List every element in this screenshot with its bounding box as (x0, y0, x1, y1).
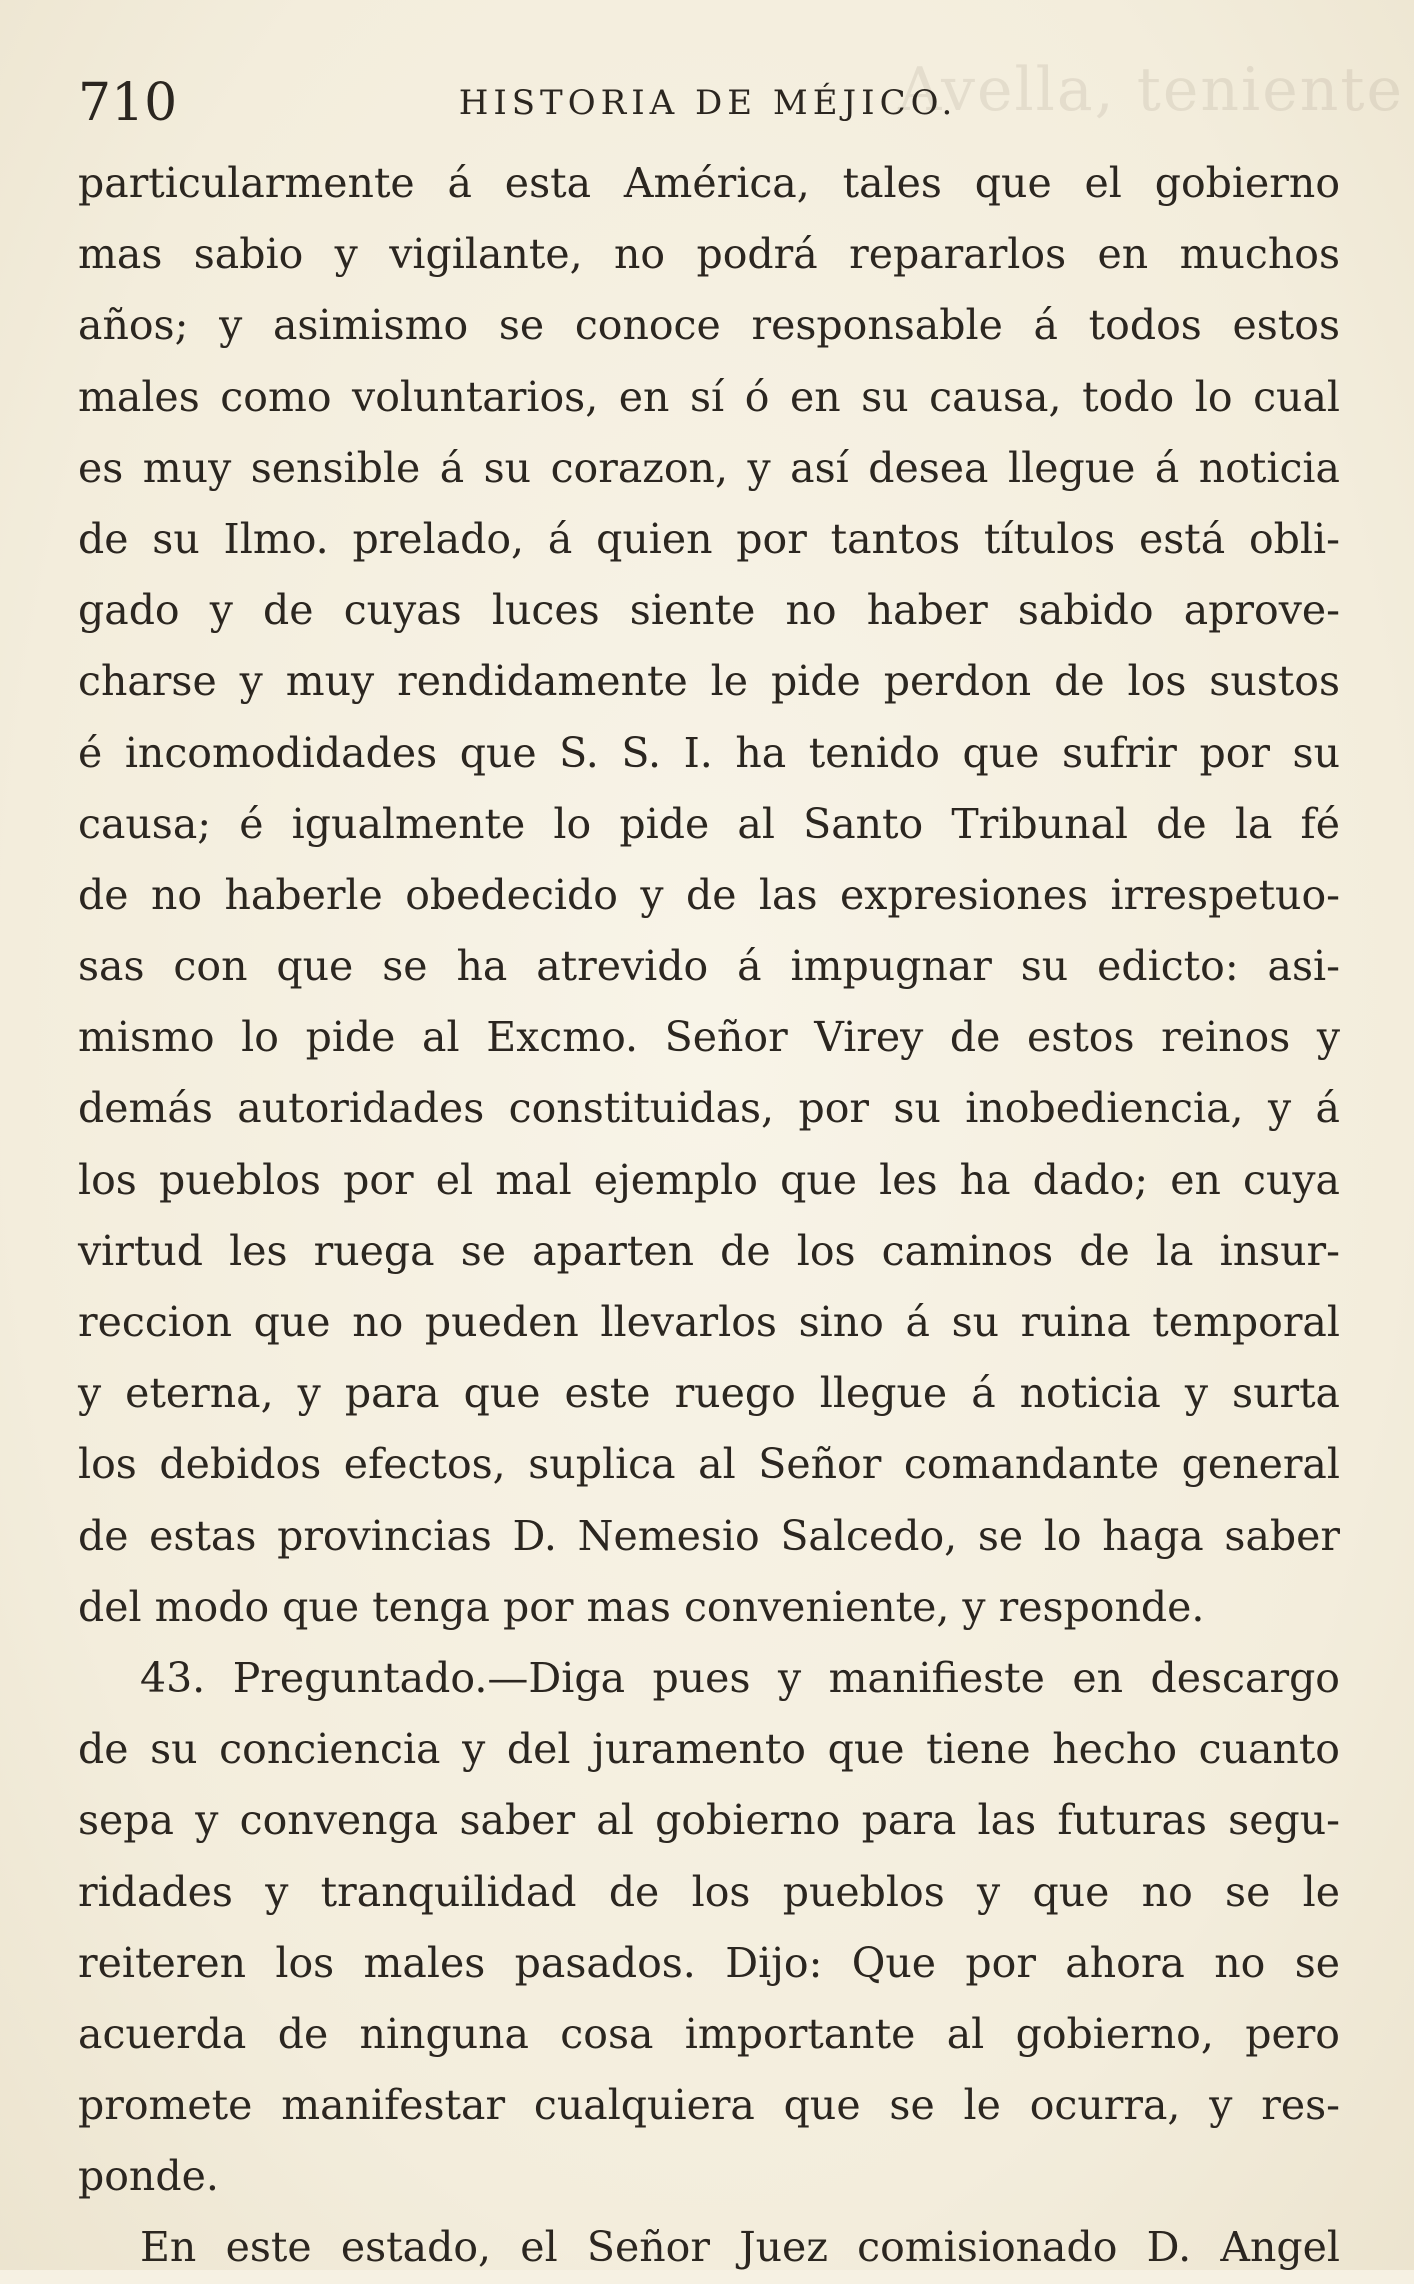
text-line: ponde. (78, 2152, 219, 2201)
page-header (78, 68, 1338, 138)
text-line: ridades y tranquilidad de los pueblos y que no se le (78, 1867, 1340, 1916)
text-line: gado y de cuyas luces siente no haber sabido aprove- (78, 586, 1340, 635)
text-line: los pueblos por el mal ejemplo que les ha dado; en cuya (78, 1155, 1340, 1204)
bleed-through-text: Avella, teniente (898, 55, 1404, 125)
text-line: demás autoridades constituidas, por su inobediencia, y á (78, 1084, 1340, 1133)
text-line: charse y muy rendidamente le pide perdon de los sustos (78, 657, 1340, 706)
text-line: causa; é igualmente lo pide al Santo Tribunal de la fé (78, 799, 1340, 848)
text-line: años; y asimismo se conoce responsable á todos estos (78, 301, 1340, 350)
text-line: del modo que tenga por mas conveniente, y responde. (78, 1582, 1205, 1631)
text-line: particularmente á esta América, tales que el gobierno (78, 159, 1340, 207)
text-line: reccion que no pueden llevarlos sino á su ruina temporal (78, 1298, 1340, 1346)
text-line: promete manifestar cualquiera que se le ocurra, y res- (78, 2081, 1340, 2130)
text-line: sepa y convenga saber al gobierno para las futuras segu- (78, 1796, 1340, 1845)
text-line: é incomodidades que S. S. I. ha tenido que sufrir por su (78, 728, 1340, 777)
text-line: de no haberle obedecido y de las expresiones irrespetuo- (78, 870, 1340, 919)
text-line: reiteren los males pasados. Dijo: Que por ahora no se (78, 1938, 1340, 1987)
text-line: y eterna, y para que este ruego llegue á noticia y surta (78, 1369, 1340, 1418)
text-line: virtud les ruega se aparten de los caminos de la insur- (78, 1226, 1340, 1275)
text-line: de su Ilmo. prelado, á quien por tantos títulos está obli- (78, 514, 1340, 563)
page-number: 710 (78, 73, 178, 133)
text-line: sas con que se ha atrevido á impugnar su edicto: asi- (78, 942, 1340, 991)
body-text (78, 148, 1340, 2284)
text-line: de estas provincias D. Nemesio Salcedo, se lo haga saber (78, 1511, 1340, 1560)
text-line: En este estado, el Señor Juez comisionado D. Angel (140, 2223, 1340, 2272)
text-line: mismo lo pide al Excmo. Señor Virey de estos reinos y (78, 1013, 1340, 1062)
text-line: de su conciencia y del juramento que tiene hecho cuanto (78, 1725, 1340, 1774)
text-line: es muy sensible á su corazon, y así desea llegue á noticia (78, 443, 1340, 492)
running-title: HISTORIA DE MÉJICO. (458, 83, 958, 123)
text-line: acuerda de ninguna cosa importante al gobierno, pero (78, 2009, 1340, 2058)
text-line: males como voluntarios, en sí ó en su causa, todo lo cual (78, 372, 1340, 421)
text-line: los debidos efectos, suplica al Señor comandante general (78, 1440, 1340, 1489)
text-line: 43. Preguntado.—Diga pues y manifieste en descargo (140, 1653, 1340, 1702)
text-line: mas sabio y vigilante, no podrá repararlos en muchos (78, 230, 1340, 279)
